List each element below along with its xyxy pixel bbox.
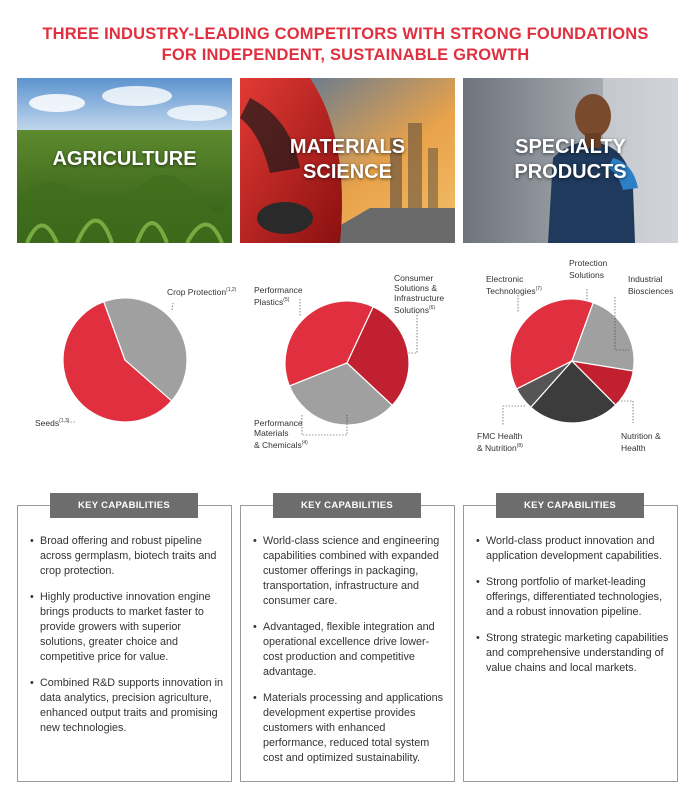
capability-item: • World-class product innovation and application development capabilities. bbox=[476, 534, 671, 564]
agriculture-capabilities-header: KEY CAPABILITIES bbox=[50, 493, 198, 518]
specialty-products-capabilities-header: KEY CAPABILITIES bbox=[496, 493, 644, 518]
page-title-line-1: THREE INDUSTRY-LEADING COMPETITORS WITH STRONG FOUNDATIONS bbox=[42, 25, 649, 43]
materials-science-photo bbox=[240, 78, 455, 243]
agriculture-pie-chart bbox=[17, 255, 242, 470]
capability-item: • Strong strategic marketing capabilities and comprehensive understanding of value chains and local markets. bbox=[476, 631, 671, 676]
capability-item: • Strong portfolio of market-leading offerings, differentiated technologies, and a robust innovation pipeline. bbox=[476, 575, 671, 620]
pie-label-consumer-infrastructure: Consumer Solutions & Infrastructure Solutions$^{(6)}$ bbox=[394, 273, 445, 315]
pie-label-industrial-biosciences: Industrial Biosciences bbox=[628, 274, 674, 296]
capability-item: • Broad offering and robust pipeline across germplasm, biotech traits and crop protection. bbox=[30, 534, 225, 579]
specialty-products-capabilities-list bbox=[476, 534, 671, 687]
materials-science-pie-chart bbox=[240, 255, 465, 470]
materials-science-label: MATERIALS SCIENCE bbox=[289, 136, 406, 183]
agriculture-photo bbox=[17, 78, 232, 243]
agriculture-label: AGRICULTURE bbox=[52, 148, 197, 170]
page-title-line-2: FOR INDEPENDENT, SUSTAINABLE GROWTH bbox=[161, 46, 530, 64]
pie-label-protection-solutions: Protection Solutions bbox=[569, 258, 608, 280]
capability-item: • World-class science and engineering capabilities combined with expanded customer offerings in packaging, transportation, infrastructure and consumer care. bbox=[253, 534, 448, 609]
specialty-products-label: SPECIALTY PRODUCTS bbox=[514, 136, 627, 183]
capability-item: • Materials processing and applications development expertise provides customers with enhanced performance, reduced total system cost and optimized sustainability. bbox=[253, 691, 448, 766]
pie-label-electronic-technologies: Electronic Technologies$^{(7)}$ bbox=[486, 274, 542, 296]
capability-item: • Highly productive innovation engine brings products to market faster to provide growers with superior solutions, greater choice and competitive price for value. bbox=[30, 590, 225, 665]
pie-label-performance-plastics: Performance Plastics$^{(5)}$ bbox=[254, 285, 303, 307]
pie-label-seeds: Seeds$^{(1,3)}$ bbox=[35, 417, 70, 428]
agriculture-capabilities-box bbox=[17, 505, 232, 782]
pie-label-nutrition-health: Nutrition & Health bbox=[621, 431, 661, 453]
pie-label-performance-materials: Performance Materials & Chemicals$^{(4)}$ bbox=[254, 418, 308, 450]
materials-science-capabilities-header: KEY CAPABILITIES bbox=[273, 493, 421, 518]
capability-item: • Advantaged, flexible integration and operational excellence drive lower-cost production and competitive advantage. bbox=[253, 620, 448, 680]
specialty-products-pie-chart bbox=[463, 255, 688, 470]
agriculture-capabilities-list bbox=[30, 534, 225, 747]
pie-label-crop-protection: Crop Protection$^{(1,2)}$ bbox=[167, 286, 237, 297]
specialty-products-photo bbox=[463, 78, 678, 243]
materials-science-capabilities-list bbox=[253, 534, 448, 777]
materials-science-capabilities-box bbox=[240, 505, 455, 782]
capability-item: • Combined R&D supports innovation in data analytics, precision agriculture, enhanced output traits and promising new technologies. bbox=[30, 676, 225, 736]
specialty-products-capabilities-box bbox=[463, 505, 678, 782]
pie-label-fmc-health-nutrition: FMC Health & Nutrition$^{(8)}$ bbox=[477, 431, 523, 453]
